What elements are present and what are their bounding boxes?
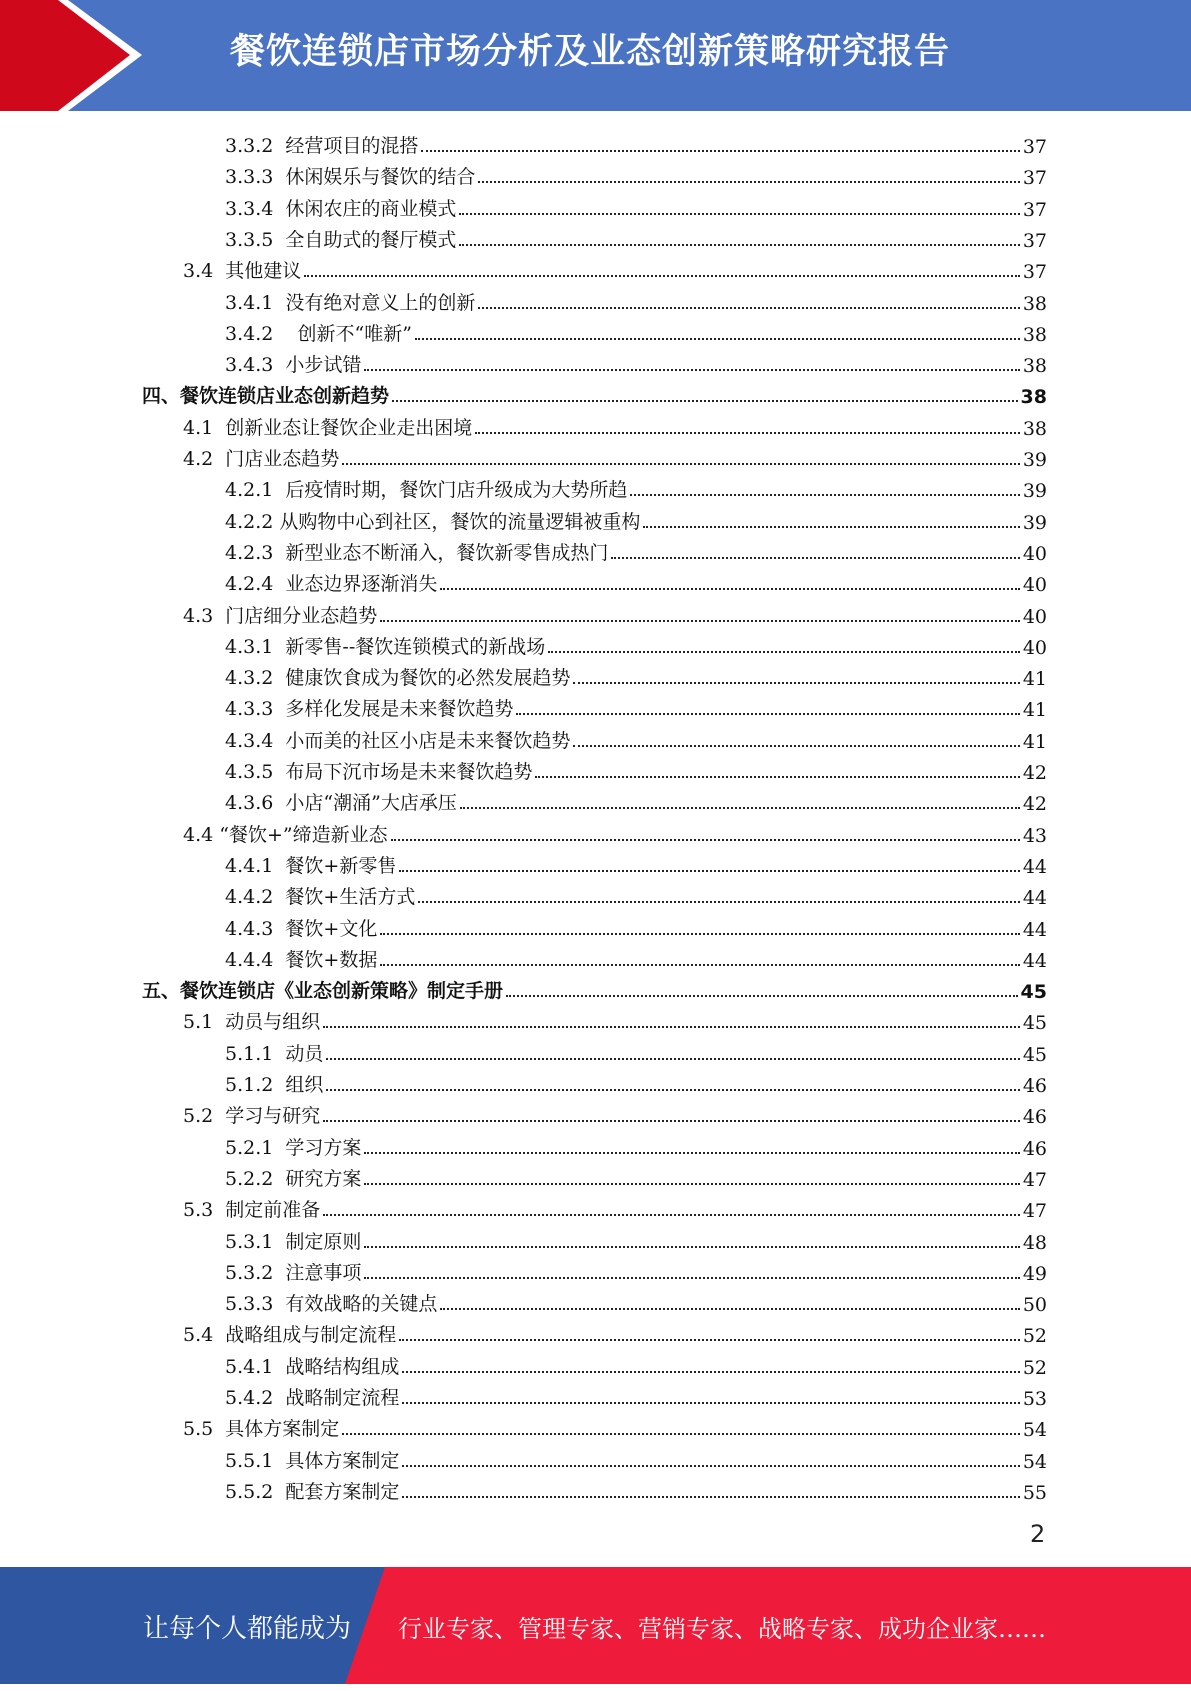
toc-entry-label: 4.3.6 小店“潮涌”大店承压 xyxy=(225,792,457,815)
toc-entry-page: 46 xyxy=(1022,1106,1047,1129)
toc-entry-label: 4.3.3 多样化发展是未来餐饮趋势 xyxy=(225,698,514,721)
toc-entry-label: 5.1.2 组织 xyxy=(225,1074,324,1096)
toc-entry-label: 4.3.1 新零售--餐饮连锁模式的新战场 xyxy=(225,635,546,658)
toc-dot-leader xyxy=(364,369,1019,371)
toc-entry-label: 3.3.3 休闲娱乐与餐饮的结合 xyxy=(225,166,476,189)
toc-entry-page: 52 xyxy=(1022,1356,1047,1379)
toc-entry[interactable] xyxy=(183,1316,1047,1347)
toc-dot-leader xyxy=(535,776,1019,778)
toc-dot-leader xyxy=(418,901,1019,903)
toc-entry[interactable] xyxy=(225,221,1047,252)
footer-slogan-right: 行业专家、管理专家、营销专家、战略专家、成功企业家…… xyxy=(398,1615,1046,1643)
toc-dot-leader xyxy=(392,400,1018,402)
toc-entry-label: 3.3.2 经营项目的混搭 xyxy=(225,135,419,157)
page-footer xyxy=(0,1567,1191,1684)
toc-entry[interactable] xyxy=(225,1160,1047,1191)
toc-entry-page: 39 xyxy=(1022,480,1047,503)
toc-entry-label: 4.2.3 新型业态不断涌入，餐饮新零售成热门 xyxy=(225,541,609,564)
toc-entry-page: 44 xyxy=(1022,918,1047,941)
toc-entry-label: 4.4.2 餐饮+生活方式 xyxy=(225,886,416,909)
toc-entry[interactable] xyxy=(142,972,1047,1003)
toc-dot-leader xyxy=(573,745,1019,747)
toc-entry-label: 4.4.3 餐饮+文化 xyxy=(225,917,378,940)
toc-entry-page: 40 xyxy=(1022,636,1047,659)
toc-dot-leader xyxy=(440,1308,1019,1310)
toc-dot-leader xyxy=(304,275,1020,277)
toc-entry[interactable] xyxy=(183,1097,1047,1128)
toc-dot-leader xyxy=(380,964,1019,966)
toc-entry-label: 3.4.1 没有绝对意义上的创新 xyxy=(225,291,476,314)
toc-entry-label: 3.4.2 创新不“唯新” xyxy=(225,322,412,345)
toc-entry[interactable] xyxy=(225,1348,1047,1379)
page-number: 2 xyxy=(1030,1520,1046,1548)
toc-entry-page: 41 xyxy=(1022,668,1047,691)
toc-dot-leader xyxy=(380,933,1019,935)
toc-entry[interactable] xyxy=(225,1035,1047,1066)
toc-entry-page: 48 xyxy=(1022,1231,1047,1254)
toc-entry-page: 42 xyxy=(1022,793,1047,816)
toc-entry-label: 5.3.1 制定原则 xyxy=(225,1230,362,1253)
document-title: 餐饮连锁店市场分析及业态创新策略研究报告 xyxy=(230,32,951,72)
toc-dot-leader xyxy=(402,1402,1019,1404)
toc-entry[interactable] xyxy=(183,252,1047,283)
toc-entry[interactable] xyxy=(183,440,1047,471)
toc-entry-page: 44 xyxy=(1022,949,1047,972)
toc-entry-label: 4.2 门店业态趋势 xyxy=(183,448,340,470)
toc-dot-leader xyxy=(391,839,1020,841)
toc-dot-leader xyxy=(506,995,1018,997)
toc-entry-page: 42 xyxy=(1022,762,1047,784)
toc-entry-label: 4.4.4 餐饮+数据 xyxy=(225,948,378,971)
toc-entry-label: 5.2 学习与研究 xyxy=(183,1105,321,1128)
toc-entry-label: 5.1.1 动员 xyxy=(225,1042,324,1065)
toc-dot-leader xyxy=(460,807,1020,809)
toc-entry-page: 45 xyxy=(1020,981,1047,1004)
toc-entry-label: 3.3.5 全自助式的餐厅模式 xyxy=(225,228,457,251)
toc-entry[interactable] xyxy=(183,1410,1047,1441)
toc-dot-leader xyxy=(475,432,1020,434)
toc-entry-label: 5.4.1 战略结构组成 xyxy=(225,1355,400,1378)
toc-entry-page: 37 xyxy=(1022,229,1047,252)
toc-entry-page: 53 xyxy=(1022,1388,1047,1410)
toc-entry[interactable] xyxy=(225,690,1047,721)
toc-entry[interactable] xyxy=(225,659,1047,690)
toc-entry[interactable] xyxy=(225,565,1047,596)
toc-entry-label: 3.4.3 小步试错 xyxy=(225,354,362,377)
toc-entry[interactable] xyxy=(225,722,1047,753)
toc-entry[interactable] xyxy=(225,784,1047,815)
toc-entry-page: 38 xyxy=(1022,323,1047,346)
toc-entry-page: 52 xyxy=(1022,1325,1047,1348)
toc-entry-page: 44 xyxy=(1022,887,1047,910)
toc-dot-leader xyxy=(573,682,1019,684)
toc-entry-page: 45 xyxy=(1022,1012,1047,1035)
toc-entry-label: 4.3.2 健康饮食成为餐饮的必然发展趋势 xyxy=(225,667,571,690)
toc-dot-leader xyxy=(402,1465,1019,1467)
toc-dot-leader xyxy=(399,870,1019,872)
toc-entry-label: 5.3.3 有效战略的关键点 xyxy=(225,1293,438,1316)
toc-entry[interactable] xyxy=(225,847,1047,878)
toc-entry-label: 4.3.4 小而美的社区小店是未来餐饮趋势 xyxy=(225,729,571,752)
toc-entry[interactable] xyxy=(225,878,1047,909)
toc-entry-label: 5.3.2 注意事项 xyxy=(225,1261,362,1284)
toc-entry[interactable] xyxy=(142,377,1047,408)
toc-entry-page: 37 xyxy=(1022,198,1047,221)
toc-entry-label: 四、餐饮连锁店业态创新趋势 xyxy=(142,385,390,408)
toc-entry-page: 54 xyxy=(1022,1419,1047,1442)
toc-entry-page: 41 xyxy=(1022,699,1047,722)
toc-entry-page: 38 xyxy=(1022,292,1047,315)
toc-dot-leader xyxy=(323,1026,1020,1028)
toc-entry-label: 3.4 其他建议 xyxy=(183,260,302,283)
toc-dot-leader xyxy=(380,620,1020,622)
toc-dot-leader xyxy=(364,1246,1019,1248)
toc-entry-label: 5.5.1 具体方案制定 xyxy=(225,1449,400,1472)
toc-entry[interactable] xyxy=(225,471,1047,502)
toc-entry-label: 5.4.2 战略制定流程 xyxy=(225,1387,400,1409)
toc-entry-label: 4.3 门店细分业态趋势 xyxy=(183,604,378,627)
toc-entry-label: 4.2.2 从购物中心到社区，餐饮的流量逻辑被重构 xyxy=(225,510,641,533)
toc-entry[interactable] xyxy=(183,597,1047,628)
toc-entry[interactable] xyxy=(225,1285,1047,1316)
toc-entry-label: 4.2.1 后疫情时期，餐饮门店升级成为大势所趋 xyxy=(225,479,628,502)
toc-entry-page: 47 xyxy=(1022,1168,1047,1191)
toc-dot-leader xyxy=(643,526,1019,528)
toc-entry-label: 4.2.4 业态边界逐渐消失 xyxy=(225,573,438,596)
toc-entry[interactable] xyxy=(225,503,1047,534)
toc-entry-page: 39 xyxy=(1022,449,1047,471)
toc-entry[interactable] xyxy=(183,816,1047,847)
toc-entry-page: 38 xyxy=(1022,355,1047,378)
toc-entry[interactable] xyxy=(225,1254,1047,1285)
toc-entry-label: 5.3 制定前准备 xyxy=(183,1199,321,1222)
toc-entry[interactable] xyxy=(225,1442,1047,1473)
toc-dot-leader xyxy=(421,150,1019,152)
toc-entry-label: 4.3.5 布局下沉市场是未来餐饮趋势 xyxy=(225,761,533,783)
toc-entry-page: 54 xyxy=(1022,1450,1047,1473)
toc-entry-page: 55 xyxy=(1022,1481,1047,1504)
toc-dot-leader xyxy=(364,1277,1019,1279)
toc-entry-label: 5.2.2 研究方案 xyxy=(225,1167,362,1190)
toc-entry-page: 40 xyxy=(1022,574,1047,597)
toc-entry-page: 46 xyxy=(1022,1075,1047,1097)
toc-entry[interactable] xyxy=(225,1129,1047,1160)
toc-entry-label: 4.1 创新业态让餐饮企业走出困境 xyxy=(183,416,473,439)
toc-entry[interactable] xyxy=(183,1003,1047,1034)
toc-entry-page: 38 xyxy=(1022,417,1047,440)
toc-entry[interactable] xyxy=(225,910,1047,941)
toc-dot-leader xyxy=(323,1214,1020,1216)
toc-entry-page: 43 xyxy=(1022,824,1047,847)
toc-entry-label: 4.4.1 餐饮+新零售 xyxy=(225,854,397,877)
toc-dot-leader xyxy=(459,244,1019,246)
toc-entry-page: 37 xyxy=(1022,167,1047,190)
toc-dot-leader xyxy=(440,588,1019,590)
toc-dot-leader xyxy=(323,1120,1020,1122)
toc-dot-leader xyxy=(342,1433,1020,1435)
toc-entry-page: 44 xyxy=(1022,855,1047,878)
toc-dot-leader xyxy=(459,213,1019,215)
toc-dot-leader xyxy=(326,1089,1019,1091)
toc-entry-label: 5.5 具体方案制定 xyxy=(183,1418,340,1441)
toc-dot-leader xyxy=(399,1339,1020,1341)
toc-entry[interactable] xyxy=(183,1191,1047,1222)
toc-dot-leader xyxy=(402,1371,1019,1373)
toc-entry[interactable] xyxy=(225,1066,1047,1097)
toc-entry-page: 39 xyxy=(1022,511,1047,534)
toc-entry[interactable] xyxy=(225,1473,1047,1504)
toc-entry[interactable] xyxy=(225,284,1047,315)
toc-dot-leader xyxy=(402,1496,1019,1498)
toc-entry-label: 5.1 动员与组织 xyxy=(183,1011,321,1034)
toc-dot-leader xyxy=(342,463,1020,465)
toc-dot-leader xyxy=(516,713,1019,715)
toc-dot-leader xyxy=(326,1058,1019,1060)
toc-entry[interactable] xyxy=(225,941,1047,972)
toc-entry[interactable] xyxy=(225,753,1047,784)
toc-entry[interactable] xyxy=(183,409,1047,440)
toc-dot-leader xyxy=(630,494,1019,496)
toc-dot-leader xyxy=(548,651,1020,653)
toc-entry[interactable] xyxy=(225,346,1047,377)
toc-entry[interactable] xyxy=(225,315,1047,346)
toc-entry-page: 37 xyxy=(1022,136,1047,158)
toc-entry-label: 3.3.4 休闲农庄的商业模式 xyxy=(225,197,457,220)
toc-entry-label: 5.5.2 配套方案制定 xyxy=(225,1480,400,1503)
page-header xyxy=(0,0,1191,111)
toc-entry-page: 40 xyxy=(1022,605,1047,628)
toc-entry-page: 37 xyxy=(1022,261,1047,284)
toc-entry[interactable] xyxy=(225,158,1047,189)
toc-entry-page: 40 xyxy=(1022,542,1047,565)
toc-entry-page: 45 xyxy=(1022,1043,1047,1066)
toc-entry-page: 47 xyxy=(1022,1200,1047,1223)
toc-entry-page: 38 xyxy=(1020,386,1047,409)
toc-dot-leader xyxy=(611,557,1019,559)
toc-entry[interactable] xyxy=(225,127,1047,158)
toc-entry[interactable] xyxy=(225,534,1047,565)
toc-entry-label: 5.2.1 学习方案 xyxy=(225,1136,362,1159)
toc-dot-leader xyxy=(478,181,1019,183)
toc-entry-label: 4.4 “餐饮+”缔造新业态 xyxy=(183,823,388,846)
toc-entry-label: 五、餐饮连锁店《业态创新策略》制定手册 xyxy=(142,980,504,1003)
toc-dot-leader xyxy=(364,1152,1019,1154)
toc-entry-page: 46 xyxy=(1022,1137,1047,1160)
toc-entry[interactable] xyxy=(225,1379,1047,1410)
toc-entry-label: 5.4 战略组成与制定流程 xyxy=(183,1324,397,1347)
footer-slogan-left: 让每个人都能成为 xyxy=(143,1614,352,1644)
toc-dot-leader xyxy=(415,338,1020,340)
toc-entry-page: 50 xyxy=(1022,1294,1047,1317)
toc-dot-leader xyxy=(364,1183,1019,1185)
toc-entry-page: 49 xyxy=(1022,1262,1047,1285)
toc-entry[interactable] xyxy=(225,628,1047,659)
toc-entry[interactable] xyxy=(225,1223,1047,1254)
toc-entry[interactable] xyxy=(225,190,1047,221)
toc-entry-page: 41 xyxy=(1022,730,1047,753)
toc-dot-leader xyxy=(478,307,1019,309)
